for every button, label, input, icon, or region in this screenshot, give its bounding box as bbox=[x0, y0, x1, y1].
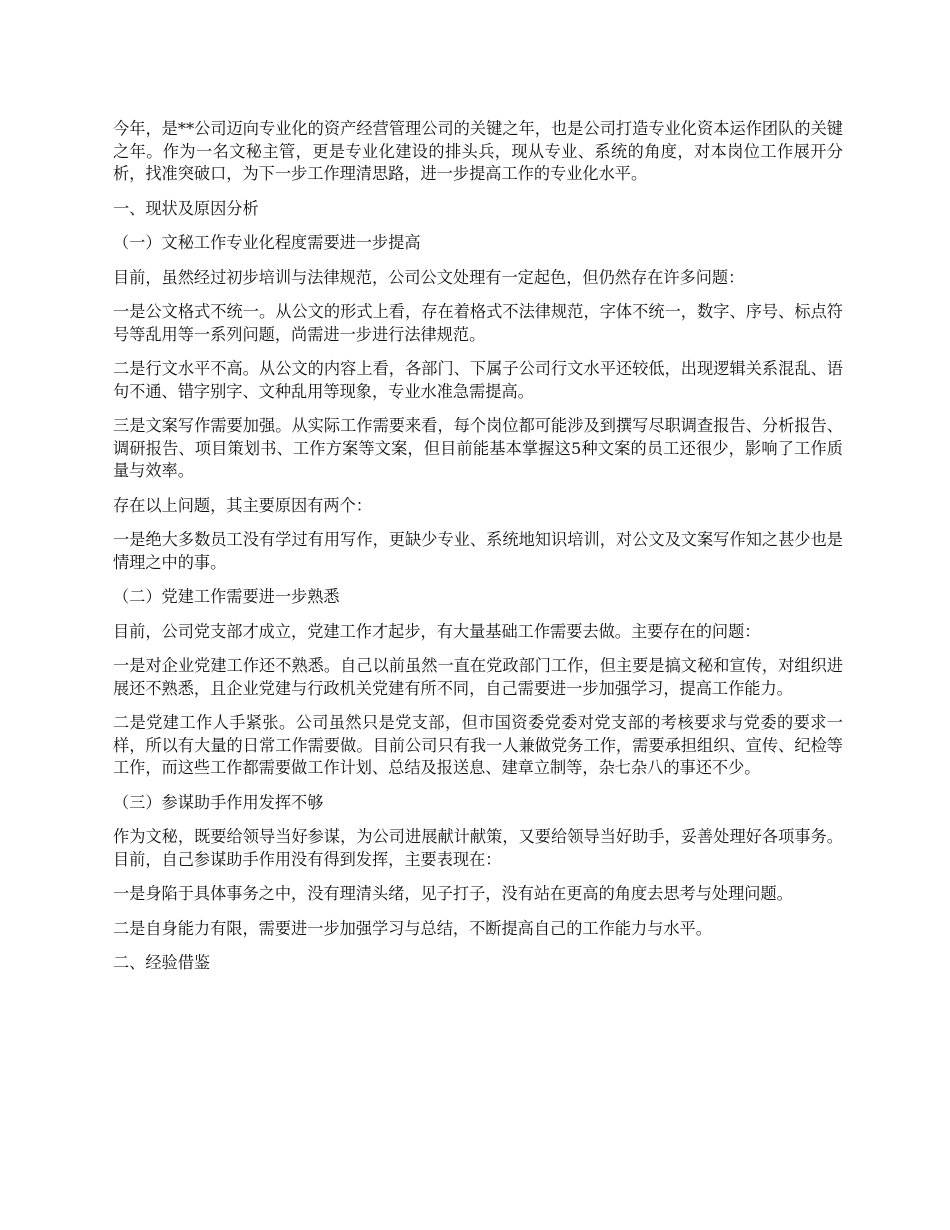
paragraph-copywriting: 三是文案写作需要加强。从实际工作需要来看，每个岗位都可能涉及到撰写尽职调查报告、分析报告、调研报告、项目策划书、工作方案等文案，但目前能基本掌握这5种文案的员工还很少，影响了工作质量与效率。 bbox=[113, 416, 843, 480]
section-heading-status-analysis: 一、现状及原因分析 bbox=[113, 198, 259, 218]
paragraph-main-reasons: 存在以上问题，其主要原因有两个： bbox=[113, 495, 372, 515]
paragraph-advisor-two: 二是自身能力有限，需要进一步加强学习与总结，不断提高自己的工作能力与水平。 bbox=[113, 918, 712, 938]
subsection-heading-secretarial: （一）文秘工作专业化程度需要进一步提高 bbox=[113, 233, 421, 252]
paragraph-party-current: 目前，公司党支部才成立，党建工作才起步，有大量基础工作需要去做。主要存在的问题： bbox=[113, 621, 761, 641]
intro-paragraph: 今年，是**公司迈向专业化的资产经营管理公司的关键之年，也是公司打造专业化资本运作团队的关键之年。作为一名文秘主管，更是专业化建设的排头兵，现从专业、系统的角度，对本岗位工作展开分析，找准突破口，为下一步工作理清思路，进一步提高工作的专业化水平。 bbox=[113, 119, 843, 183]
paragraph-reason-one: 一是绝大多数员工没有学过有用写作，更缺少专业、系统地知识培训，对公文及文案写作知之甚少也是情理之中的事。 bbox=[113, 530, 843, 572]
subsection-heading-advisor-role: （三）参谋助手作用发挥不够 bbox=[113, 792, 324, 812]
paragraph-party-staffing: 二是党建工作人手紧张。公司虽然只是党支部，但市国资委党委对党支部的考核要求与党委的要求一样，所以有大量的日常工作需要做。目前公司只有我一人兼做党务工作，需要承担组织、宣传、纪检等工作，而这些工作都需要做工作计划、总结及报送息、建章立制等，杂七杂八的事还不少。 bbox=[113, 713, 843, 777]
paragraph-format-issue: 一是公文格式不统一。从公文的形式上看，存在着格式不法律规范，字体不统一，数字、序号、标点符号等乱用等一系列问题，尚需进一步进行法律规范。 bbox=[113, 302, 843, 344]
paragraph-current-issues: 目前，虽然经过初步培训与法律规范，公司公文处理有一定起色，但仍然存在许多问题： bbox=[113, 267, 745, 287]
subsection-heading-party-building: （二）党建工作需要进一步熟悉 bbox=[113, 587, 340, 606]
document-page bbox=[113, 118, 843, 987]
paragraph-advisor-one: 一是身陷于具体事务之中，没有理清头绪，见子打子，没有站在更高的角度去思考与处理问题。 bbox=[113, 884, 793, 903]
section-heading-experience: 二、经验借鉴 bbox=[113, 953, 211, 972]
paragraph-writing-level: 二是行文水平不高。从公文的内容上看，各部门、下属子公司行文水平还较低，出现逻辑关系混乱、语句不通、错字别字、文种乱用等现象，专业水准急需提高。 bbox=[113, 359, 843, 401]
paragraph-party-unfamiliar: 一是对企业党建工作还不熟悉。自己以前虽然一直在党政部门工作，但主要是搞文秘和宣传，对组织进展还不熟悉，且企业党建与行政机关党建有所不同，自己需要进一步加强学习，提高工作能力。 bbox=[113, 656, 843, 698]
paragraph-advisor-intro: 作为文秘，既要给领导当好参谋，为公司进展献计献策，又要给领导当好助手，妥善处理好各项事务。目前，自己参谋助手作用没有得到发挥，主要表现在： bbox=[113, 827, 843, 869]
